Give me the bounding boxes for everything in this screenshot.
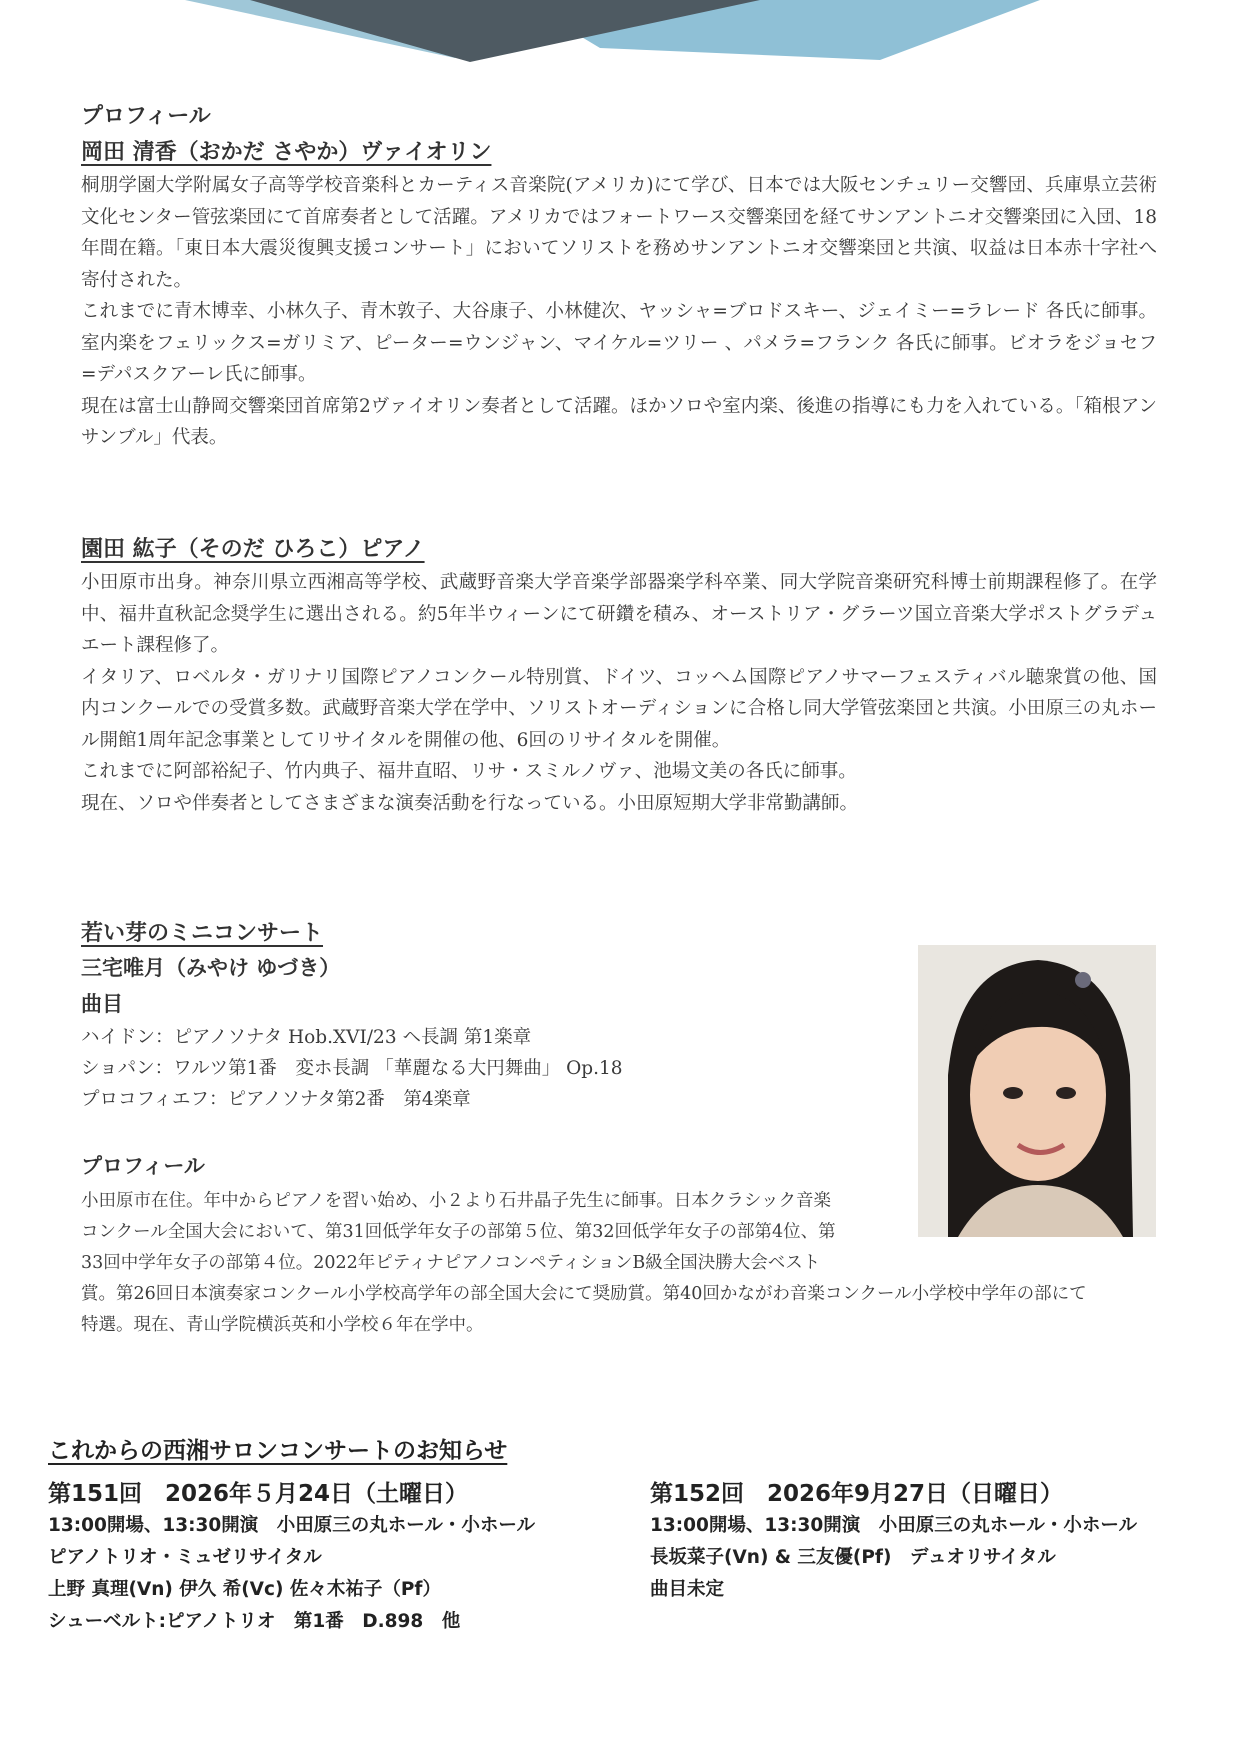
concert-152-line: 13:00開場、13:30開演 小田原三の丸ホール・小ホール bbox=[650, 1515, 1138, 1536]
pianist-profile-paragraph: これまでに阿部裕紀子、竹内典子、福井直昭、リサ・スミルノヴァ、池場文美の各氏に師事。 bbox=[81, 761, 857, 782]
upcoming-concerts-heading: これからの西湘サロンコンサートのお知らせ bbox=[48, 1438, 508, 1464]
concert-151 bbox=[48, 1478, 535, 1638]
header-banner bbox=[0, 0, 1240, 70]
concert-151-line: ピアノトリオ・ミュゼリサイタル bbox=[48, 1547, 322, 1568]
pianist-profile-paragraph: 小田原市出身。神奈川県立西湘高等学校、武蔵野音楽大学音楽学部器楽学科卒業、同大学院音楽研究科博士前期課程修了。在学中、福井直秋記念奨学生に選出される。約5年半ウィーンにて研鑽を積み、オーストリア・グラーツ国立音楽大学ポストグラデュエート課程修了。 bbox=[81, 572, 1157, 656]
mini-profile-heading: プロフィール bbox=[81, 1154, 205, 1178]
program-item: ショパン：ワルツ第1番 変ホ長調 「華麗なる大円舞曲」 Op.18 bbox=[81, 1058, 623, 1079]
pianist-profile-paragraph: 現在、ソロや伴奏者としてさまざまな演奏活動を行なっている。小田原短期大学非常勤講師。 bbox=[81, 792, 859, 814]
performer-photo bbox=[918, 945, 1156, 1237]
mini-profile-line: コンクール全国大会において、第31回低学年女子の部第５位、第32回低学年女子の部第4位、第 bbox=[81, 1222, 836, 1242]
concert-152-line: 曲目未定 bbox=[650, 1579, 725, 1600]
profile-heading: プロフィール bbox=[81, 104, 211, 129]
mini-profile-line: 33回中学年女子の部第４位。2022年ピティナピアノコンペティションB級全国決勝大会ベスト bbox=[81, 1253, 821, 1273]
mini-profile-line: 賞。第26回日本演奏家コンクール小学校高学年の部全国大会にて奨励賞。第40回かながわ音楽コンクール小学校中学年の部にて bbox=[81, 1284, 1087, 1304]
violinist-profile-paragraph: これまでに青木博幸、小林久子、青木敦子、大谷康子、小林健次、ヤッシャ=ブロドスキー、ジェイミー=ラレード 各氏に師事。室内楽をフェリックス=ガリミア、ピーター=ウンジャン、マイケル=ツリー 、パメラ=フランク 各氏に師事。ビオラをジョセフ=デパスクアーレ氏に師事。 bbox=[81, 301, 1157, 385]
program-list bbox=[81, 1022, 623, 1115]
violinist-profile bbox=[81, 170, 1157, 454]
concert-152-title: 第152回 2026年9月27日（日曜日） bbox=[650, 1481, 1064, 1507]
pianist-profile bbox=[81, 567, 1157, 819]
performer-name: 三宅唯月（みやけ ゆづき） bbox=[81, 956, 341, 980]
concert-152-line: 長坂菜子(Vn) & 三友優(Pf) デュオリサイタル bbox=[650, 1547, 1056, 1568]
pianist-name-heading: 園田 紘子（そのだ ひろこ）ピアノ bbox=[81, 537, 425, 562]
mini-concert-heading: 若い芽のミニコンサート bbox=[81, 921, 324, 946]
mini-profile-line: 小田原市在住。年中からピアノを習い始め、小２より石井晶子先生に師事。日本クラシック音楽 bbox=[81, 1191, 832, 1211]
violinist-name-heading: 岡田 清香（おかだ さやか）ヴァイオリン bbox=[81, 140, 492, 165]
concert-151-line: 上野 真理(Vn) 伊久 希(Vc) 佐々木祐子（Pf） bbox=[48, 1579, 441, 1600]
concert-151-line: 13:00開場、13:30開演 小田原三の丸ホール・小ホール bbox=[48, 1515, 536, 1536]
program-heading: 曲目 bbox=[81, 992, 123, 1016]
concert-152 bbox=[650, 1478, 1137, 1606]
violinist-profile-paragraph: 桐朋学園大学附属女子高等学校音楽科とカーティス音楽院(アメリカ)にて学び、日本では大阪センチュリー交響団、兵庫県立芸術文化センター管弦楽団にて首席奏者として活躍。アメリカではフォートワース交響楽団を経てサンアントニオ交響楽団に入団、18年間在籍。「東日本大震災復興支援コンサート」においてソリストを務めサンアントニオ交響楽団と共演、収益は日本赤十字社へ寄付された。 bbox=[81, 175, 1157, 291]
concert-151-title: 第151回 2026年５月24日（土曜日） bbox=[48, 1481, 469, 1507]
pianist-profile-paragraph: イタリア、ロベルタ・ガリナリ国際ピアノコンクール特別賞、ドイツ、コッヘム国際ピアノサマーフェスティバル聴衆賞の他、国内コンクールでの受賞多数。武蔵野音楽大学在学中、ソリストオーディションに合格し同大学管弦楽団と共演。小田原三の丸ホール開館1周年記念事業としてリサイタルを開催の他、6回のリサイタルを開催。 bbox=[81, 666, 1157, 751]
mini-profile-line: 特選。現在、青山学院横浜英和小学校６年在学中。 bbox=[81, 1315, 484, 1335]
concert-151-line: シューベルト:ピアノトリオ 第1番 D.898 他 bbox=[48, 1611, 461, 1632]
violinist-profile-paragraph: 現在は富士山静岡交響楽団首席第2ヴァイオリン奏者として活躍。ほかソロや室内楽、後進の指導にも力を入れている。「箱根アンサンブル」代表。 bbox=[81, 395, 1157, 448]
program-item: ハイドン：ピアノソナタ Hob.XVI/23 ヘ長調 第1楽章 bbox=[81, 1027, 532, 1048]
program-item: プロコフィエフ：ピアノソナタ第2番 第4楽章 bbox=[81, 1089, 471, 1110]
